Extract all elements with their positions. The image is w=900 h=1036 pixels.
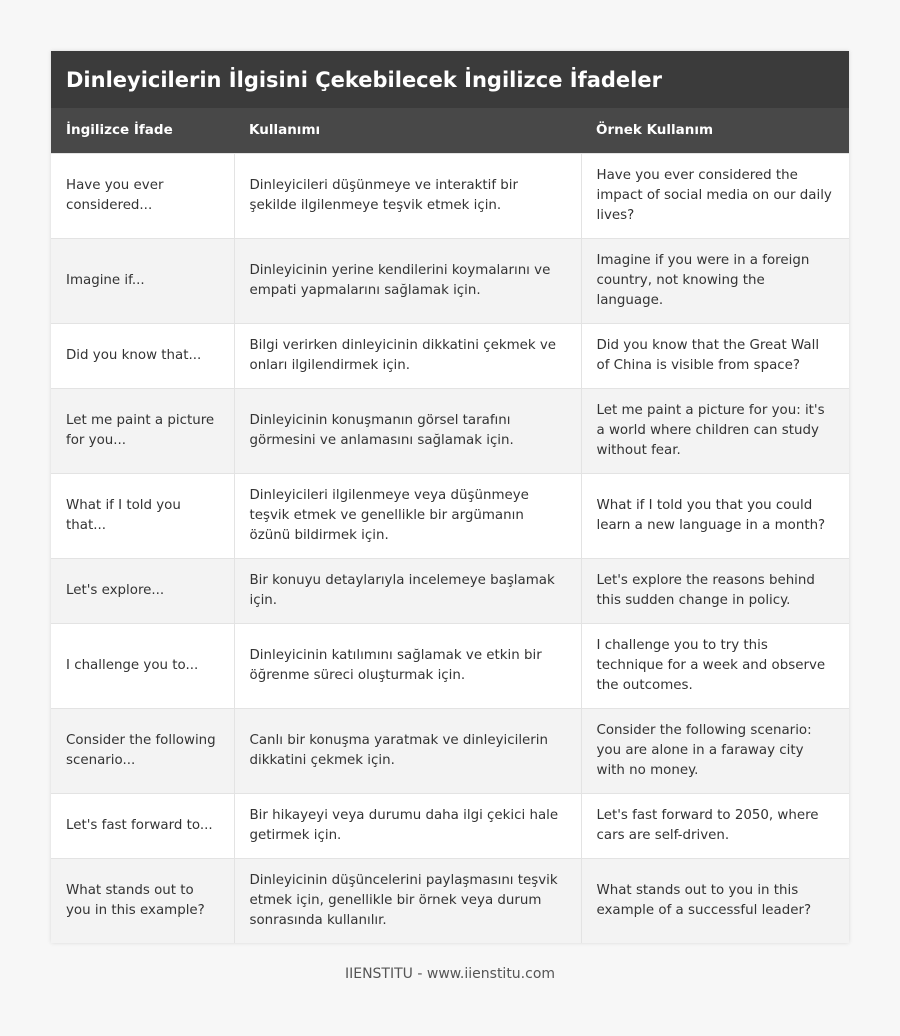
column-header-usage: Kullanımı (234, 108, 581, 153)
phrase-cell: Consider the following scenario... (51, 708, 234, 793)
phrase-cell: Let's explore... (51, 558, 234, 623)
phrase-cell: Let me paint a picture for you... (51, 388, 234, 473)
example-cell: Let me paint a picture for you: it's a world where children can study without fear. (581, 388, 849, 473)
phrase-cell: What stands out to you in this example? (51, 858, 234, 943)
usage-cell: Dinleyicileri düşünmeye ve interaktif bir şekilde ilgilenmeye teşvik etmek için. (234, 153, 581, 238)
column-header-english-phrase: İngilizce İfade (51, 108, 234, 153)
usage-cell: Dinleyicinin konuşmanın görsel tarafını görmesini ve anlamasını sağlamak için. (234, 388, 581, 473)
example-cell: Let's explore the reasons behind this sudden change in policy. (581, 558, 849, 623)
example-cell: What stands out to you in this example of a successful leader? (581, 858, 849, 943)
phrase-cell: Let's fast forward to... (51, 793, 234, 858)
example-cell: I challenge you to try this technique for a week and observe the outcomes. (596, 637, 826, 693)
table-row (51, 153, 849, 238)
phrase-cell: I challenge you to... (51, 623, 234, 708)
phrases-table (51, 108, 849, 943)
phrase-cell: Imagine if... (51, 238, 234, 323)
example-cell: What if I told you that you could learn a new language in a month? (596, 497, 826, 533)
footer-source: IIENSTITU - www.iienstitu.com (344, 966, 556, 982)
table-row (51, 388, 849, 473)
example-cell: Imagine if you were in a foreign country, not knowing the language. (581, 238, 849, 323)
usage-cell: Canlı bir konuşma yaratmak ve dinleyicilerin dikkatini çekmek için. (234, 708, 581, 793)
table-row (51, 793, 849, 858)
example-cell: Did you know that the Great Wall of China is visible from space? (596, 337, 820, 373)
table-row (51, 623, 849, 708)
usage-cell: Dinleyicinin düşüncelerini paylaşmasını teşvik etmek için, genellikle bir örnek veya durum sonrasında kullanılır. (234, 858, 581, 943)
usage-cell: Dinleyicinin katılımını sağlamak ve etkin bir öğrenme süreci oluşturmak için. (234, 623, 581, 708)
table-header-row (51, 108, 849, 153)
table-row (51, 323, 849, 388)
usage-cell: Dinleyicileri ilgilenmeye veya düşünmeye teşvik etmek ve genellikle bir argümanın özünü bildirmek için. (234, 473, 581, 558)
table-row (51, 558, 849, 623)
table-row (51, 708, 849, 793)
usage-cell: Bilgi verirken dinleyicinin dikkatini çekmek ve onları ilgilendirmek için. (234, 323, 581, 388)
usage-cell: Dinleyicinin yerine kendilerini koymalarını ve empati yapmalarını sağlamak için. (234, 238, 581, 323)
table-title: Dinleyicilerin İlgisini Çekebilecek İngilizce İfadeler (51, 51, 849, 108)
phrases-table-card (51, 51, 849, 943)
usage-cell: Bir hikayeyi veya durumu daha ilgi çekici hale getirmek için. (234, 793, 581, 858)
table-row (51, 858, 849, 943)
phrase-cell: Did you know that... (51, 323, 234, 388)
table-row (51, 238, 849, 323)
example-cell: Let's fast forward to 2050, where cars are self-driven. (596, 807, 819, 843)
example-cell: Consider the following scenario: you are alone in a faraway city with no money. (581, 708, 849, 793)
phrase-cell: Have you ever considered... (51, 153, 234, 238)
example-cell: Have you ever considered the impact of social media on our daily lives? (596, 167, 832, 223)
phrase-cell: What if I told you that... (51, 473, 234, 558)
column-header-example: Örnek Kullanım (581, 108, 849, 153)
table-row (51, 473, 849, 558)
usage-cell: Bir konuyu detaylarıyla incelemeye başlamak için. (234, 558, 581, 623)
